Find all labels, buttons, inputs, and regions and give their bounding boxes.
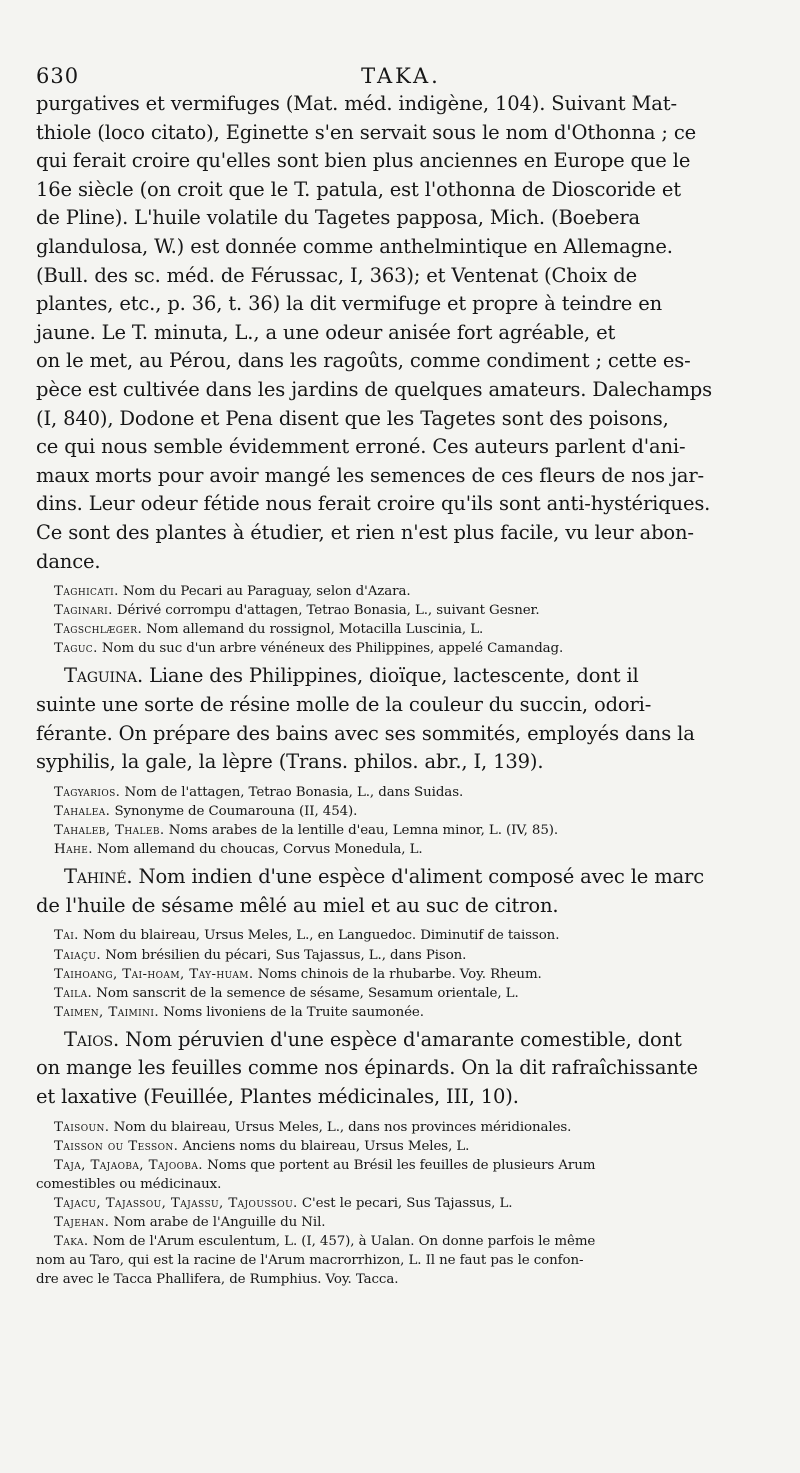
text-line: purgatives et vermifuges (Mat. méd. indigène, 104). Suivant Mat- xyxy=(36,92,677,115)
headword: Tahaleb, Thaleb. xyxy=(54,823,165,839)
running-head xyxy=(36,56,766,90)
small-entry xyxy=(36,783,766,802)
headword: Taiaçu. xyxy=(54,947,102,963)
small-entry xyxy=(36,1003,766,1022)
text-line: syphilis, la gale, la lèpre (Trans. philos. abr., I, 139). xyxy=(36,750,544,774)
headword: Tajehan. xyxy=(54,1215,110,1231)
text-line: ce qui nous semble évidemment erroné. Ces auteurs parlent d'ani- xyxy=(36,435,686,459)
definition: Nom sanscrit de la semence de sésame, Sesamum orientale, L. xyxy=(96,985,519,1001)
definition: Nom du suc d'un arbre vénéneux des Philippines, appelé Camandag. xyxy=(101,641,564,657)
definition: Dérivé corrompu d'attagen, Tetrao Bonasia, L., suivant Gesner. xyxy=(116,603,540,619)
text-line: glandulosa, W.) est donnée comme anthelmintique en Allemagne. xyxy=(36,234,673,258)
small-entry xyxy=(36,1118,766,1137)
small-entry-continuation: dre avec le Tacca Phallifera, de Rumphius. Voy. Tacca. xyxy=(36,1272,399,1288)
small-entry xyxy=(36,965,766,984)
headword: Taguina. xyxy=(64,664,143,688)
definition: Noms chinois de la rhubarbe. Voy. Rheum. xyxy=(257,966,542,982)
small-entry-continuation: comestibles ou médicinaux. xyxy=(36,1176,222,1192)
text-line xyxy=(36,1026,766,1055)
text-line: jaune. Le T. minuta, L., a une odeur anisée fort agréable, et xyxy=(36,320,616,344)
headword: Tagschlæger. xyxy=(54,622,143,638)
definition: Noms que portent au Brésil les feuilles de plusieurs Arum xyxy=(207,1157,596,1173)
definition: Nom allemand du choucas, Corvus Monedula, L. xyxy=(97,842,423,858)
text-line: qui ferait croire qu'elles sont bien plus anciennes en Europe que le xyxy=(36,149,691,173)
definition: Liane des Philippines, dioïque, lactescente, dont il xyxy=(149,664,639,688)
small-entries-group-4 xyxy=(36,1118,766,1290)
text-line xyxy=(36,863,766,892)
text-line: 16e siècle (on croit que le T. patula, est l'othonna de Dioscoride et xyxy=(36,177,681,201)
small-entries-group-2 xyxy=(36,783,766,859)
running-title: TAKA. xyxy=(361,64,441,88)
small-entries-group-1 xyxy=(36,582,766,658)
text-line: on mange les feuilles comme nos épinards. On la dit rafraîchissante xyxy=(36,1056,698,1080)
headword: Taguc. xyxy=(54,641,98,657)
headword: Taimen, Taimini. xyxy=(54,1004,160,1020)
text-line xyxy=(36,662,766,691)
small-entry xyxy=(36,1232,766,1251)
small-entry xyxy=(36,601,766,620)
definition: Nom arabe de l'Anguille du Nil. xyxy=(113,1215,326,1231)
headword: Taisson ou Tesson. xyxy=(54,1138,179,1154)
text-line: suinte une sorte de résine molle de la couleur du succin, odori- xyxy=(36,693,652,717)
definition: Nom brésilien du pécari, Sus Tajassus, L., dans Pison. xyxy=(105,947,467,963)
text-line: maux morts pour avoir mangé les semences de ces fleurs de nos jar- xyxy=(36,463,704,487)
small-entry xyxy=(36,582,766,601)
headword: Taginari. xyxy=(54,603,113,619)
definition: Noms livoniens de la Truite saumonée. xyxy=(163,1004,424,1020)
definition: C'est le pecari, Sus Tajassus, L. xyxy=(301,1196,513,1212)
small-entries-group-3 xyxy=(36,926,766,1021)
small-entry xyxy=(36,1156,766,1175)
headword: Tahiné. xyxy=(64,865,133,889)
definition: Synonyme de Coumarouna (II, 454). xyxy=(114,803,358,819)
small-entry xyxy=(36,1194,766,1213)
definition: Nom péruvien d'une espèce d'amarante comestible, dont xyxy=(125,1027,682,1051)
small-entry xyxy=(36,802,766,821)
small-entry xyxy=(36,1137,766,1156)
definition: Nom du blaireau, Ursus Meles, L., en Languedoc. Diminutif de taisson. xyxy=(83,928,560,944)
text-line: de l'huile de sésame mêlé au miel et au suc de citron. xyxy=(36,893,559,917)
text-line: (Bull. des sc. méd. de Férussac, I, 363); et Ventenat (Choix de xyxy=(36,263,637,287)
entry-tahine xyxy=(36,863,766,920)
text-line: férante. On prépare des bains avec ses sommités, employés dans la xyxy=(36,721,695,745)
headword: Tajacu, Tajassou, Tajassu, Tajoussou. xyxy=(54,1196,298,1212)
headword: Taja, Tajaoba, Tajooba. xyxy=(54,1157,203,1173)
definition: Noms arabes de la lentille d'eau, Lemna minor, L. (IV, 85). xyxy=(168,823,559,839)
small-entry-continuation: nom au Taro, qui est la racine de l'Arum macrorrhizon, L. Il ne faut pas le confon- xyxy=(36,1253,584,1269)
headword: Taihoang, Tai-hoam, Tay-huam. xyxy=(54,966,254,982)
small-entry xyxy=(36,639,766,658)
definition: Nom indien d'une espèce d'aliment composé avec le marc xyxy=(138,865,705,889)
text-line: de Pline). L'huile volatile du Tagetes papposa, Mich. (Boebera xyxy=(36,206,640,230)
text-line: dance. xyxy=(36,549,101,573)
text-line: pèce est cultivée dans les jardins de quelques amateurs. Dalechamps xyxy=(36,377,712,401)
headword: Taka. xyxy=(54,1234,89,1250)
text-line: dins. Leur odeur fétide nous ferait croire qu'ils sont anti-hystériques. xyxy=(36,492,711,516)
entry-taios xyxy=(36,1026,766,1112)
text-line: Ce sont des plantes à étudier, et rien n'est plus facile, vu leur abon- xyxy=(36,520,694,544)
text-line: thiole (loco citato), Eginette s'en servait sous le nom d'Othonna ; ce xyxy=(36,120,697,144)
definition: Nom de l'attagen, Tetrao Bonasia, L., dans Suidas. xyxy=(124,784,464,800)
definition: Nom allemand du rossignol, Motacilla Luscinia, L. xyxy=(146,622,484,638)
small-entry xyxy=(36,926,766,945)
definition: Nom du Pecari au Paraguay, selon d'Azara. xyxy=(122,584,411,600)
headword: Tahalea. xyxy=(54,803,111,819)
text-line: on le met, au Pérou, dans les ragoûts, comme condiment ; cette es- xyxy=(36,349,691,373)
small-entry xyxy=(36,840,766,859)
definition: Nom du blaireau, Ursus Meles, L., dans nos provinces méridionales. xyxy=(113,1119,572,1135)
small-entry xyxy=(36,821,766,840)
small-entry xyxy=(36,946,766,965)
small-entry xyxy=(36,620,766,639)
page-number: 630 xyxy=(36,64,80,88)
text-line: et laxative (Feuillée, Plantes médicinales, III, 10). xyxy=(36,1085,519,1109)
text-line: (I, 840), Dodone et Pena disent que les Tagetes sont des poisons, xyxy=(36,406,669,430)
entry-taguina xyxy=(36,662,766,776)
headword: Taila. xyxy=(54,985,93,1001)
small-entry xyxy=(36,984,766,1003)
headword: Hahe. xyxy=(54,842,93,858)
headword: Tagyarios. xyxy=(54,784,121,800)
text-line: plantes, etc., p. 36, t. 36) la dit vermifuge et propre à teindre en xyxy=(36,292,663,316)
headword: Taisoun. xyxy=(54,1119,110,1135)
definition: Anciens noms du blaireau, Ursus Meles, L. xyxy=(182,1138,470,1154)
headword: Taghicati. xyxy=(54,584,119,600)
headword: Taios. xyxy=(64,1027,120,1051)
intro-paragraph xyxy=(36,90,766,576)
small-entry xyxy=(36,1213,766,1232)
definition: Nom de l'Arum esculentum, L. (I, 457), à Ualan. On donne parfois le même xyxy=(92,1234,596,1250)
headword: Tai. xyxy=(54,928,79,944)
